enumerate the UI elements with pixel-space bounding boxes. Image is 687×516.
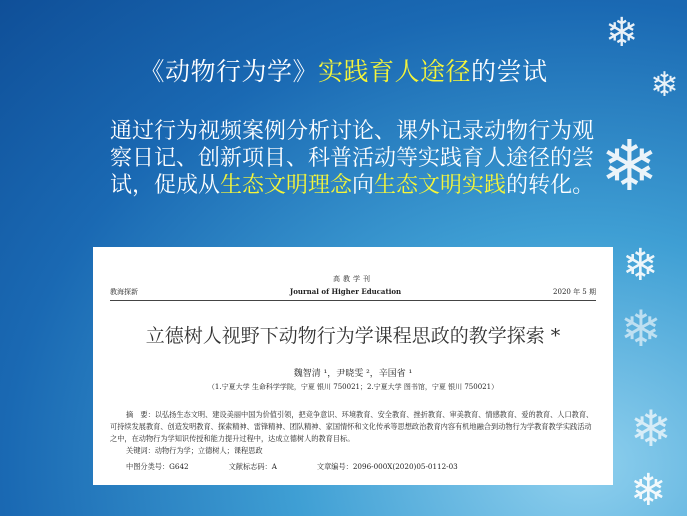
doc-code: 文献标志码：A [228,462,277,471]
affiliation: （1.宁夏大学 生命科学学院，宁夏 银川 750021；2.宁夏大学 图书馆，宁夏 银川 750021） [207,383,499,391]
clc: 中图分类号：G642 [126,462,189,471]
body-highlight: 生态文明实践 [374,173,507,198]
body-highlight: 生态文明理念 [220,173,353,198]
paper-image [93,247,613,485]
paper-meta [126,462,458,472]
snowflake-icon: ❄ [605,10,639,56]
snowflake-icon: ❄ [620,300,662,358]
journal-header [110,287,596,301]
journal-cn: 高教学刊 [333,275,373,283]
authors: 魏智清 ¹，尹晓雯 ²，辛国省 ¹ [293,369,413,379]
journal-en: Journal of Higher Education [289,287,402,296]
issue: 2020 年 5 期 [553,288,596,296]
snowflake-icon: ❄ [600,125,659,207]
body-part: 的转化。 [506,173,595,198]
paper-title: 立德树人视野下动物行为学课程思政的教学探索 * [145,325,561,347]
title-part: 《动物行为学》 [139,57,318,86]
title-part: 的尝试 [471,57,548,86]
title-highlight: 实践育人途径 [317,57,471,86]
section: 教海探新 [110,288,138,296]
slide-body-text [110,118,595,199]
abstract: 摘 要：以弘扬生态文明、建设美丽中国为价值引领，把竞争意识、环境教育、安全教育、挫折教育、审美教育、情感教育、爱的教育、人口教育、可持续发展教育、创造发明教育、探索精神、雷锋精神、团队精神、家国情怀和文化传承等思想政治教育内容有机地融合到动物行为学教育教学实践活动之中，在动物行为学知识传授和能力提升过程中，达成立德树人的教育目标。 [110,410,594,443]
snowflake-icon: ❄ [650,65,679,105]
slide-title [0,52,687,88]
keywords: 关键词：动物行为学；立德树人；课程思政 [126,446,263,455]
snowflake-icon: ❄ [630,400,672,458]
snowflake-icon: ❄ [622,240,659,291]
snowflake-icon: ❄ [630,465,667,516]
body-part: 通过行为视频案例分析讨论、课外记录动物行为观察日记、创新项目、科普活动等实践育人途径的尝试，促成从 [110,119,595,198]
body-part: 向 [352,173,375,198]
article-no: 文章编号：2096-000X(2020)05-0112-03 [316,462,458,471]
